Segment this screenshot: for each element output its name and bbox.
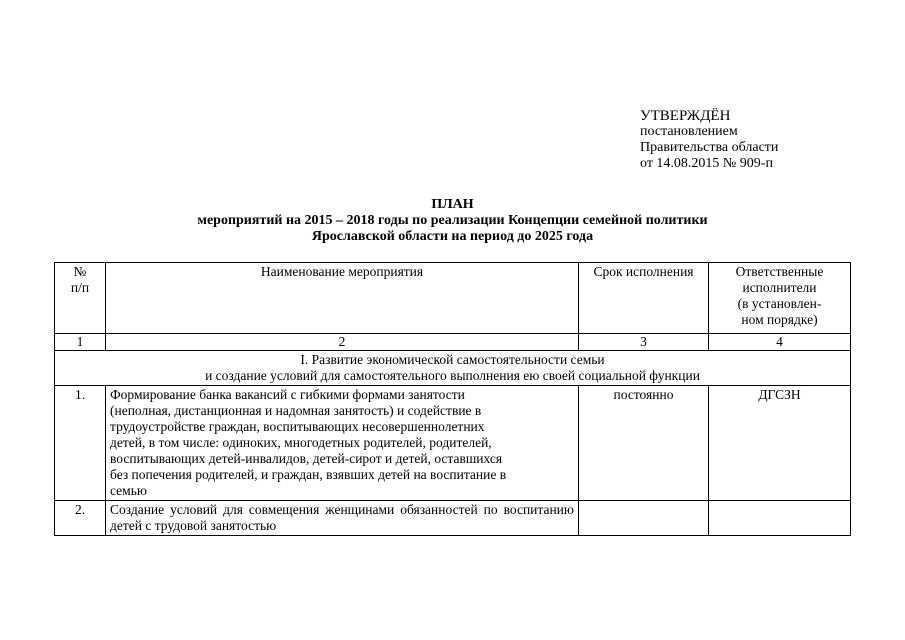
column-number-row	[55, 334, 851, 351]
column-header-name: Наименование мероприятия	[106, 263, 579, 334]
column-number: 2	[106, 334, 579, 351]
approval-line: от 14.08.2015 № 909-п	[640, 156, 773, 171]
row-term: постоянно	[579, 386, 709, 501]
plan-table	[54, 262, 851, 536]
section-title: I. Развитие экономической самостоятельности семьи и создание условий для самостоятельного выполнения ею своей социальной функции	[55, 351, 851, 386]
column-number: 1	[55, 334, 106, 351]
row-responsible	[709, 501, 851, 536]
row-activity: Создание условий для совмещения женщинами обязанностей по воспитанию детей с трудовой занятостью	[106, 501, 579, 536]
table-header-row	[55, 263, 851, 334]
column-header-term: Срок исполнения	[579, 263, 709, 334]
approval-line: постановлением	[640, 124, 738, 139]
row-number: 2.	[55, 501, 106, 536]
row-term	[579, 501, 709, 536]
column-number: 4	[709, 334, 851, 351]
approval-title: УТВЕРЖДЁН	[640, 108, 731, 124]
row-number: 1.	[55, 386, 106, 501]
row-activity: Формирование банка вакансий с гибкими формами занятости (неполная, дистанционная и надомная занятость) и содействие в трудоустройстве граждан, воспитывающих несовершеннолетних детей, в том числе: одиноких, многодетных родителей, родителей, воспитывающих детей-инвалидов, детей-сирот и детей, оставшихся без попечения родителей, и граждан, взявших детей на воспитание в семью	[106, 386, 579, 501]
column-header-number: № п/п	[55, 263, 106, 334]
section-row	[55, 351, 851, 386]
approval-line: Правительства области	[640, 140, 779, 155]
approval-stamp	[640, 108, 778, 172]
column-number: 3	[579, 334, 709, 351]
table-row	[55, 501, 851, 536]
document-subtitle: мероприятий на 2015 – 2018 годы по реализации Концепции семейной политики	[197, 213, 708, 228]
document-heading	[0, 197, 905, 245]
document-title: ПЛАН	[431, 197, 474, 212]
document-subtitle: Ярославской области на период до 2025 года	[311, 229, 594, 244]
column-header-responsible: Ответственные исполнители (в установлен- ном порядке)	[709, 263, 851, 334]
row-responsible: ДГСЗН	[709, 386, 851, 501]
table-row	[55, 386, 851, 501]
